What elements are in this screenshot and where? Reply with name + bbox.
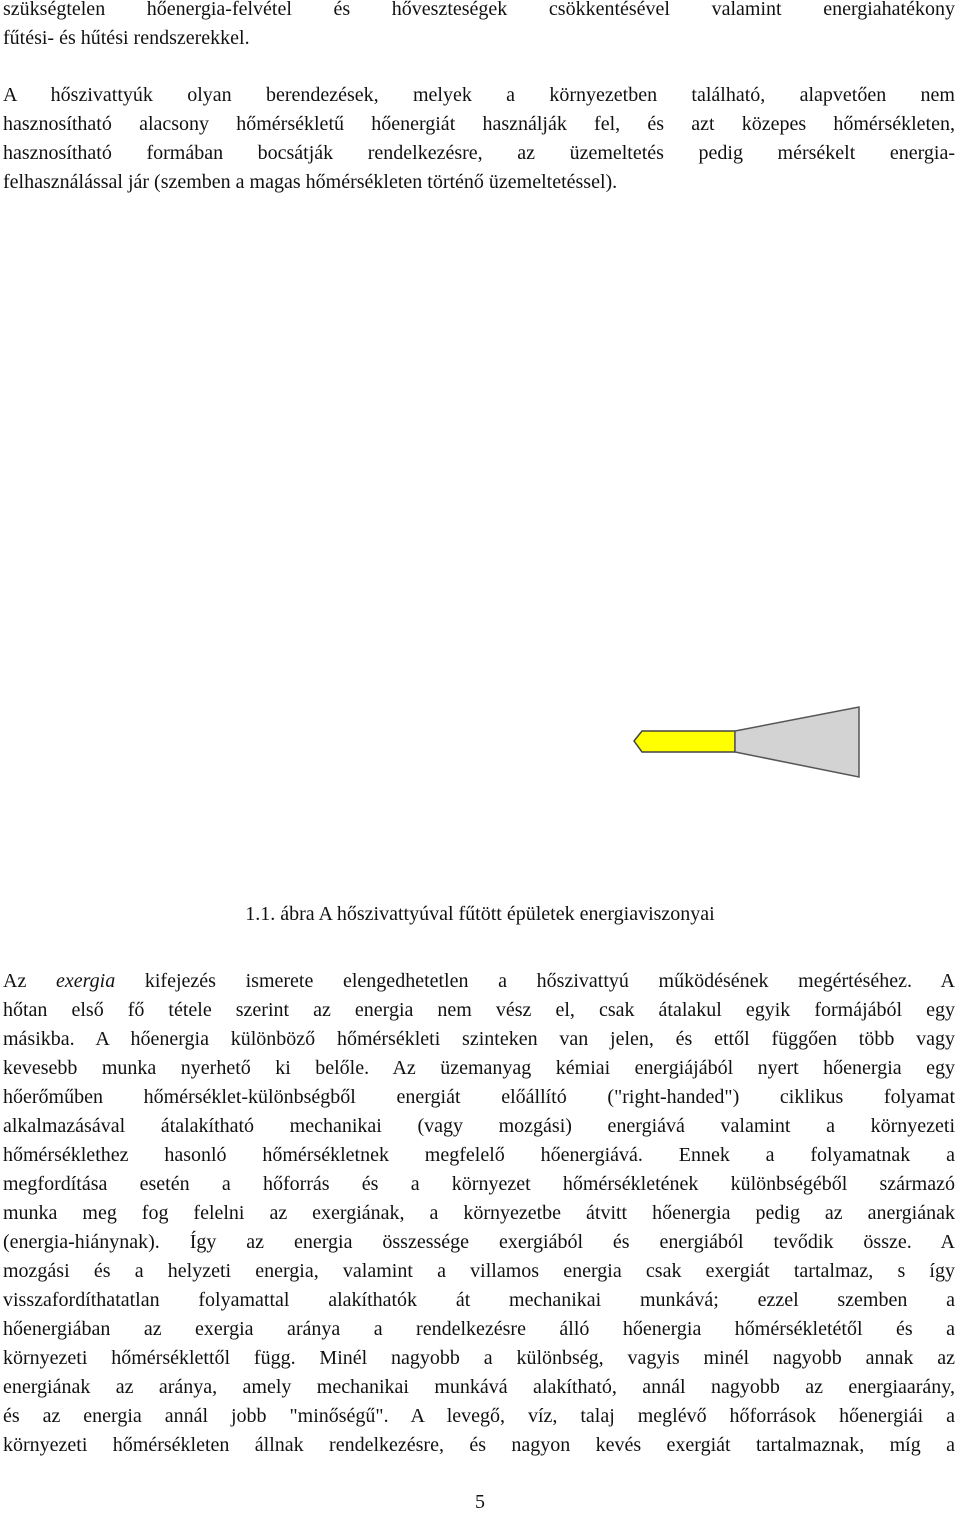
exergy-term: exergia bbox=[55, 970, 116, 992]
text-line: (energia-hiánynak). Így az energia összessége exergiából és energiából tevődik össze. A bbox=[3, 1231, 955, 1253]
exergy-prefix: Az bbox=[3, 970, 56, 992]
text-line: másikba. A hőenergia különböző hőmérsékleti szinteken van jelen, és ettől függően több vagy bbox=[3, 1028, 955, 1050]
text-line: hőtan első fő tétele szerint az energia nem vész el, csak átalakul egyik formájából egy bbox=[3, 999, 955, 1021]
text-line: és az energia annál jobb "minőségű". A levegő, víz, talaj meglévő hőforrások hőenergiái a bbox=[3, 1405, 955, 1427]
text-line: felhasználással jár (szemben a magas hőmérsékleten történő üzemeltetéssel). bbox=[3, 171, 618, 193]
text-line: energiának az aránya, amely mechanikai munkává alakítható, annál nagyobb az energiaarány, bbox=[3, 1376, 955, 1398]
figure-caption: 1.1. ábra A hőszivattyúval fűtött épületek energiaviszonyai bbox=[245, 903, 715, 925]
text-line: hőenergiában az exergia aránya a rendelkezésre álló hőenergia hőmérsékletétől és a bbox=[3, 1318, 955, 1340]
energy-diagram-figure bbox=[630, 702, 870, 784]
text-line: kevesebb munka nyerhető ki belőle. Az üzemanyag kémiai energiájából nyert hőenergia egy bbox=[3, 1057, 955, 1079]
text-line: visszafordíthatatlan folyamattal alakíthatók át mechanikai munkává; ezzel szemben a bbox=[3, 1289, 955, 1311]
paragraph-intro-continuation bbox=[3, 0, 955, 53]
text-line-first bbox=[3, 967, 955, 996]
text-line: hasznosítható formában bocsátják rendelkezésre, az üzemeltetés pedig mérsékelt energia- bbox=[3, 142, 955, 164]
paragraph-exergy bbox=[3, 967, 955, 1460]
text-line: szükségtelen hőenergia-felvétel és hőveszteségek csökkentésével valamint energiahatékony bbox=[3, 0, 955, 20]
paragraph-heat-pump bbox=[3, 81, 955, 197]
yellow-arrow-shape bbox=[634, 731, 735, 752]
text-line: alkalmazásával átalakítható mechanikai (vagy mozgási) energiává valamint a környezeti bbox=[3, 1115, 955, 1137]
text-line: megfordítása esetén a hőforrás és a környezet hőmérsékletének különbségéből származó bbox=[3, 1173, 955, 1195]
text-line: hasznosítható alacsony hőmérsékletű hőenergiát használják fel, és azt közepes hőmérsékleten, bbox=[3, 113, 955, 135]
text-line: környezeti hőmérséklettől függ. Minél nagyobb a különbség, vagyis minél nagyobb annak az bbox=[3, 1347, 955, 1369]
text-line: A hőszivattyúk olyan berendezések, melyek a környezetben található, alapvetően nem bbox=[3, 84, 955, 106]
text-line: fűtési- és hűtési rendszerekkel. bbox=[3, 27, 250, 49]
text-line: hőerőműben hőmérséklet-különbségből energiát előállító ("right-handed") ciklikus folyamat bbox=[3, 1086, 955, 1108]
page-number: 5 bbox=[475, 1491, 485, 1513]
text-line: környezeti hőmérsékleten állnak rendelkezésre, és nagyon kevés exergiát tartalmaznak, míg a bbox=[3, 1434, 955, 1456]
text-line: munka meg fog felelni az exergiának, a környezetbe átvitt hőenergia pedig az anergiának bbox=[3, 1202, 955, 1224]
exergy-suffix: kifejezés ismerete elengedhetetlen a hőszivattyú működésének megértéséhez. A bbox=[115, 970, 955, 992]
text-line: mozgási és a helyzeti energia, valamint a villamos energia csak exergiát tartalmaz, s így bbox=[3, 1260, 955, 1282]
gray-trapezoid-shape bbox=[735, 707, 859, 777]
text-line: hőmérséklethez hasonló hőmérsékletnek megfelelő hőenergiává. Ennek a folyamatnak a bbox=[3, 1144, 955, 1166]
